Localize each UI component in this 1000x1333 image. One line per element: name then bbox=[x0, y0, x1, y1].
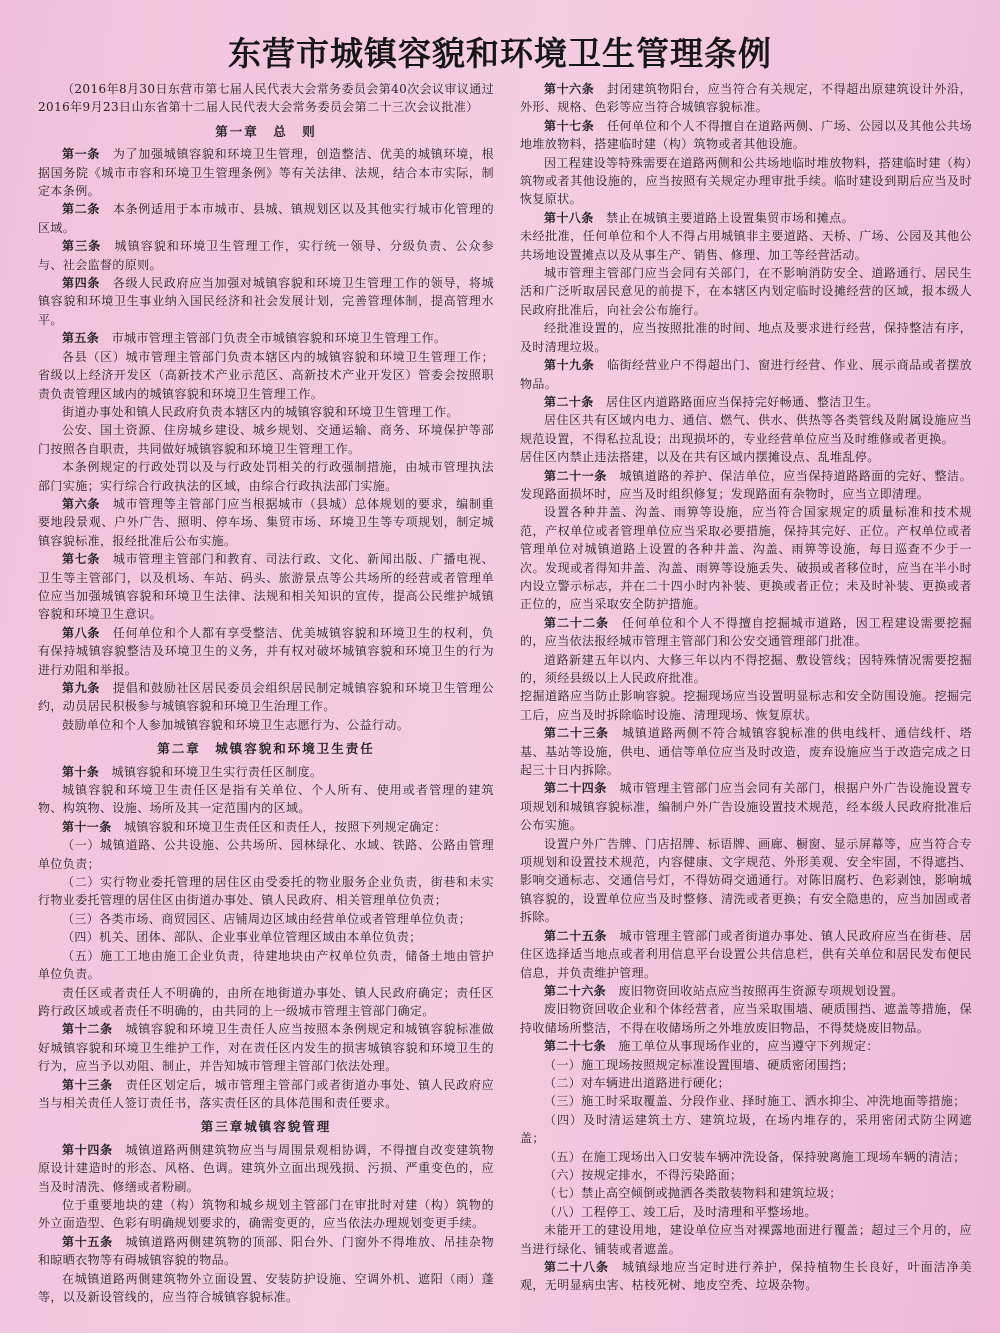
list-item: （八）工程停工、竣工后，及时清理和平整场地。 bbox=[544, 1204, 817, 1219]
article-text: 本条例适用于本市城市、县城、镇规划区以及其他实行城市化管理的区域。 bbox=[38, 202, 494, 235]
article-11 bbox=[38, 818, 494, 836]
article-number: 第十七条 bbox=[544, 118, 595, 133]
article-text: 城镇道路的养护、保洁单位，应当保持道路路面的完好、整洁。发现路面损坏时，应当及时组织修复；发现路面有杂物时，应当立即清理。 bbox=[520, 468, 972, 501]
paragraph: 居住区内禁止违法搭建，以及在共有区域内摆摊设点、乱堆乱停。 bbox=[520, 450, 880, 465]
article-text: 城镇容貌和环境卫生实行责任区制度。 bbox=[111, 764, 323, 779]
list-item: （一）施工现场按照规定标准设置围墙、硬质密闭围挡； bbox=[544, 1057, 855, 1072]
article-26 bbox=[520, 982, 972, 1000]
article-number: 第六条 bbox=[62, 496, 101, 511]
article-text: 城镇道路两侧建筑物的顶部、阳台外、门窗外不得堆放、吊挂杂物和晾晒衣物等有碍城镇容貌的物品。 bbox=[38, 1234, 494, 1268]
article-number: 第二十五条 bbox=[544, 928, 607, 943]
article-25 bbox=[520, 927, 972, 982]
paragraph: 城镇容貌和环境卫生责任区是指有关单位、个人所有、使用或者管理的建筑物、构筑物、设施、场所及其一定范围内的区域。 bbox=[38, 783, 494, 816]
article-9 bbox=[38, 679, 494, 716]
article-text: 封闭建筑物阳台，应当符合有关规定，不得超出原建筑设计外沿，外形、规格、色彩等应当符合城镇容貌标准。 bbox=[520, 82, 972, 115]
right-column bbox=[520, 80, 972, 1325]
article-20 bbox=[520, 393, 972, 411]
article-17 bbox=[520, 117, 972, 154]
paragraph: 鼓励单位和个人参加城镇容貌和环境卫生志愿行为、公益行动。 bbox=[62, 717, 410, 732]
article-number: 第二十条 bbox=[544, 394, 594, 409]
paragraph: 在城镇道路两侧建筑物外立面设置、安装防护设施、空调外机、遮阳（雨）蓬等，以及新设管线的，应当符合城镇容貌标准。 bbox=[38, 1271, 494, 1304]
article-12 bbox=[38, 1020, 494, 1075]
article-number: 第四条 bbox=[62, 276, 101, 291]
article-text: 城镇道路两侧不符合城镇容貌标准的供电线杆、通信线杆、塔基、基站等设施，供电、通信等单位应当及时改造，废弃设施应当于改造完成之日起三十日内拆除。 bbox=[520, 726, 972, 778]
article-8 bbox=[38, 624, 494, 679]
paragraph: 经批准设置的，应当按照批准的时间、地点及要求进行经营，保持整洁有序，及时清理垃圾。 bbox=[520, 321, 972, 354]
article-text: 城镇容貌和环境卫生责任区和责任人，按照下列规定确定： bbox=[124, 819, 447, 834]
article-text: 城市管理等主管部门应当根据城市（县城）总体规划的要求，编制重要地段景观、户外广告、照明、停车场、集贸市场、环境卫生等专项规划，制定城镇容貌标准，报经批准后公布实施。 bbox=[38, 496, 494, 548]
article-text: 任何单位和个人不得擅自在道路两侧、广场、公园以及其他公共场地堆放物料，搭建临时建（构）筑物或者其他设施。 bbox=[520, 118, 972, 152]
article-text: 城镇容貌和环境卫生管理工作，实行统一领导、分级负责、公众参与、社会监督的原则。 bbox=[38, 239, 495, 272]
paragraph: 设置各种井盖、沟盖、雨箅等设施，应当符合国家规定的质量标准和技术规范，产权单位或者管理单位应当采取必要措施，保持其完好、正位。产权单位或者管理单位对城镇道路上设置的各种井盖、沟盖、雨箅等设施，每日巡查不少于一次。发现或者得知井盖、沟盖、雨箅等设施丢失、破损或者移位时，应当在半小时内设立警示标志，并在二十四小时内补装、更换或者正位；未及时补装、更换或者正位的，应当采取安全防护措施。 bbox=[520, 505, 972, 612]
list-item: （一）城镇道路、公共设施、公共场所、园林绿化、水域、铁路、公路由管理单位负责； bbox=[38, 838, 494, 871]
article-text: 任何单位和个人都有享受整洁、优美城镇容貌和环境卫生的权利，负有保持城镇容貌整洁及环境卫生的义务，并有权对破坏城镇容貌和环境卫生的行为进行劝阻和举报。 bbox=[38, 625, 494, 677]
article-2 bbox=[38, 200, 494, 237]
list-item: （二）实行物业委托管理的居住区由受委托的物业服务企业负责，街巷和未实行物业委托管理的居住区由街道办事处、镇人民政府、相关管理单位负责； bbox=[38, 875, 494, 908]
article-number: 第二十四条 bbox=[544, 781, 607, 796]
paragraph: 公安、国土资源、住房城乡建设、城乡规划、交通运输、商务、环境保护等部门按照各自职责，共同做好城镇容貌和环境卫生管理工作。 bbox=[38, 423, 494, 456]
paragraph: 本条例规定的行政处罚以及与行政处罚相关的行政强制措施，由城市管理执法部门实施；实行综合行政执法的区域，由综合行政执法部门实施。 bbox=[38, 460, 494, 493]
article-number: 第二十一条 bbox=[544, 468, 607, 483]
article-18 bbox=[520, 209, 972, 227]
article-text: 为了加强城镇容貌和环境卫生管理，创造整洁、优美的城镇环境，根据国务院《城市市容和环境卫生管理条例》等有关法律、法规，结合本市实际，制定本条例。 bbox=[38, 147, 494, 199]
article-number: 第十一条 bbox=[62, 819, 112, 834]
article-number: 第二十八条 bbox=[544, 1260, 609, 1274]
article-text: 市城市管理主管部门负责全市城镇容貌和环境卫生管理工作。 bbox=[111, 331, 447, 346]
article-13 bbox=[38, 1076, 494, 1113]
article-number: 第十八条 bbox=[544, 210, 594, 225]
list-item: （四）及时清运建筑土方、建筑垃圾，在场内堆存的，采用密闭式防尘网遮盖； bbox=[520, 1112, 972, 1146]
article-number: 第十二条 bbox=[62, 1022, 113, 1037]
article-number: 第十五条 bbox=[62, 1234, 113, 1249]
article-number: 第九条 bbox=[62, 681, 101, 695]
article-text: 居住区内道路路面应当保持完好畅通、整洁卫生。 bbox=[606, 394, 879, 409]
article-21 bbox=[520, 467, 972, 504]
paragraph: 道路新建五年以内、大修三年以内不得挖掘、敷设管线；因特殊情况需要挖掘的，须经县级以上人民政府批准。 bbox=[520, 652, 972, 685]
list-item: （二）对车辆进出道路进行硬化； bbox=[544, 1075, 731, 1090]
paragraph: 因工程建设等特殊需要在道路两侧和公共场地临时堆放物料，搭建临时建（构）筑物或者其他设施的，应当按照有关规定办理审批手续。临时建设到期后应当及时恢复原状。 bbox=[520, 155, 973, 207]
article-number: 第二条 bbox=[62, 202, 101, 217]
article-number: 第五条 bbox=[62, 331, 100, 346]
list-item: （四）机关、团体、部队、企业事业单位管理区域由本单位负责； bbox=[62, 930, 422, 945]
paragraph: 责任区或者责任人不明确的，由所在地街道办事处、镇人民政府确定；责任区跨行政区域或者责任不明确的，由共同的上一级城市管理主管部门确定。 bbox=[38, 985, 494, 1018]
paragraph: 位于重要地块的建（构）筑物和城乡规划主管部门在审批时对建（构）筑物的外立面造型、色彩有明确规划要求的，确需变更的，应当依法办理规划变更手续。 bbox=[38, 1197, 494, 1231]
list-item: （三）施工时采取覆盖、分段作业、择时施工、洒水抑尘、冲洗地面等措施； bbox=[544, 1094, 966, 1109]
article-text: 临街经营业户不得超出门、窗进行经营、作业、展示商品或者摆放物品。 bbox=[520, 358, 972, 391]
chapter-heading-1: 第一章 总 则 bbox=[215, 123, 317, 139]
paragraph: 废旧物资回收企业和个体经营者，应当采取围墙、硬质围挡、遮盖等措施，保持收储场所整洁，不得在收储场所之外堆放废旧物品，不得焚烧废旧物品。 bbox=[520, 1002, 972, 1035]
article-number: 第十六条 bbox=[544, 82, 595, 96]
article-19 bbox=[520, 356, 972, 393]
paragraph: 未能开工的建设用地，建设单位应当对裸露地面进行覆盖；超过三个月的，应当进行绿化、铺装或者遮盖。 bbox=[520, 1223, 972, 1256]
left-column bbox=[38, 80, 507, 1325]
article-text: 城镇容貌和环境卫生责任人应当按照本条例规定和城镇容貌标准做好城镇容貌和环境卫生维护工作，对在责任区内发生的损害城镇容貌和环境卫生的行为，应当予以劝阻、制止，并告知城市管理主管部门依法处理。 bbox=[38, 1022, 494, 1074]
article-5 bbox=[38, 329, 494, 347]
article-text: 施工单位从事现场作业的，应当遵守下列规定： bbox=[618, 1039, 879, 1054]
article-number: 第二十七条 bbox=[544, 1039, 607, 1054]
article-number: 第二十二条 bbox=[544, 615, 609, 630]
article-number: 第二十三条 bbox=[544, 726, 609, 741]
list-item: （三）各类市场、商贸园区、店铺周边区域由经营单位或者管理单位负责； bbox=[62, 911, 472, 926]
article-text: 城镇道路两侧建筑物应当与周围景观相协调，不得擅自改变建筑物原设计建造时的形态、风格、色调。建筑外立面出现残损、污损、严重变色的，应当及时清洗、修缮或者粉刷。 bbox=[38, 1142, 494, 1194]
article-text: 城市管理主管部门应当会同有关部门，根据户外广告设施设置专项规划和城镇容貌标准，编制户外广告设施设置技术规范，经本级人民政府批准后公布实施。 bbox=[520, 781, 972, 833]
article-4 bbox=[38, 274, 494, 329]
article-23 bbox=[520, 724, 972, 779]
article-24 bbox=[520, 779, 972, 834]
paragraph: 街道办事处和镇人民政府负责本辖区内的城镇容貌和环境卫生管理工作。 bbox=[62, 404, 459, 419]
article-6 bbox=[38, 495, 494, 550]
article-28 bbox=[520, 1258, 972, 1295]
paragraph: 设置户外广告牌、门店招牌、标语牌、画廊、橱窗、显示屏幕等，应当符合专项规划和设置技术规范，内容健康、文字规范、外形美观、安全牢固，不得遮挡、影响交通标志、交通信号灯，不得妨碍交通通行。对陈旧腐朽、色彩剥蚀，影响城镇容貌的，设置单位应当及时整修、清洗或者更换；有安全隐患的，应当加固或者拆除。 bbox=[520, 836, 972, 925]
article-number: 第十四条 bbox=[62, 1142, 113, 1157]
document-title: 东营市城镇容貌和环境卫生管理条例 bbox=[228, 34, 772, 73]
article-1 bbox=[38, 145, 494, 200]
article-14 bbox=[38, 1141, 494, 1196]
article-16 bbox=[520, 80, 972, 117]
paragraph: 各县（区）城市管理主管部门负责本辖区内的城镇容貌和环境卫生管理工作；省级以上经济开发区（高新技术产业示范区、高新技术产业开发区）管委会按照职责负责管理区域内的城镇容貌和环境卫生管理工作。 bbox=[38, 349, 494, 401]
article-number: 第十三条 bbox=[62, 1077, 113, 1092]
list-item: （五）施工工地由施工企业负责，待建地块由产权单位负责，储备土地由管护单位负责。 bbox=[38, 948, 494, 982]
article-10 bbox=[38, 763, 494, 781]
article-number: 第十条 bbox=[62, 764, 100, 779]
paragraph: 城市管理主管部门应当会同有关部门，在不影响消防安全、道路通行、居民生活和广泛听取居民意见的前提下，在本辖区内划定临时设摊经营的区域，报本级人民政府批准后，向社会公布施行。 bbox=[520, 266, 972, 317]
list-item: （六）按规定排水，不得污染路面； bbox=[544, 1167, 743, 1182]
article-text: 城市管理主管部门或者街道办事处、镇人民政府应当在街巷、居住区选择适当地点或者利用信息平台设置公共信息栏，供有关单位和居民发布便民信息，并负责维护管理。 bbox=[520, 928, 972, 980]
article-22 bbox=[520, 614, 972, 651]
article-text: 责任区划定后，城市管理主管部门或者街道办事处、镇人民政府应当与相关责任人签订责任书，落实责任区的具体范围和责任要求。 bbox=[38, 1077, 494, 1110]
article-27 bbox=[520, 1037, 972, 1055]
paragraph: 未经批准，任何单位和个人不得占用城镇非主要道路、天桥、广场、公园及其他公共场地设置摊点以及从事生产、销售、修理、加工等经营活动。 bbox=[520, 229, 972, 262]
article-text: 城镇绿地应当定时进行养护，保持植物生长良好，叶面洁净美观，无明显病虫害、枯枝死树、地皮空秃、垃圾杂物。 bbox=[520, 1260, 972, 1293]
chapter-heading-3: 第三章城镇容貌管理 bbox=[200, 1119, 332, 1135]
article-text: 任何单位和个人不得擅自挖掘城市道路，因工程建设需要挖掘的，应当依法报经城市管理主管部门和公安交通管理部门批准。 bbox=[520, 615, 972, 649]
paragraph: 居住区共有区域内电力、通信、燃气、供水、供热等各类管线及附属设施应当规范设置，不得私拉乱设；出现损坏的，专业经营单位应当及时维修或者更换。 bbox=[520, 413, 972, 446]
chapter-heading-2: 第二章 城镇容貌和环境卫生责任 bbox=[157, 741, 375, 757]
article-text: 城市管理主管部门和教育、司法行政、文化、新闻出版、广播电视、卫生等主管部门，以及机场、车站、码头、旅游景点等公共场所的经营或者管理单位应当加强城镇容貌和环境卫生法律、法规和相关知识的宣传，提高公民维护城镇容貌和环境卫生意识。 bbox=[38, 552, 494, 622]
article-number: 第十九条 bbox=[544, 358, 595, 373]
article-7 bbox=[38, 550, 494, 624]
article-number: 第一条 bbox=[62, 147, 101, 162]
source-note: （2016年8月30日东营市第七届人民代表大会常务委员会第40次会议审议通过 2016年9月23日山东省第十二届人民代表大会常务委员会第二十三次会议批准） bbox=[38, 82, 507, 115]
article-text: 各级人民政府应当加强对城镇容貌和环境卫生管理工作的领导，将城镇容貌和环境卫生事业纳入国民经济和社会发展计划，完善管理体制，提高管理水平。 bbox=[38, 276, 494, 327]
list-item: （五）在施工现场出入口安装车辆冲洗设备，保持驶离施工现场车辆的清洁； bbox=[544, 1149, 966, 1164]
article-15 bbox=[38, 1233, 494, 1270]
article-number: 第七条 bbox=[62, 552, 101, 567]
article-text: 禁止在城镇主要道路上设置集贸市场和摊点。 bbox=[606, 210, 855, 225]
article-text: 废旧物资回收站点应当按照再生资源专项规划设置。 bbox=[618, 983, 904, 998]
list-item: （七）禁止高空倾倒或抛洒各类散装物料和建筑垃圾； bbox=[544, 1186, 842, 1201]
article-number: 第三条 bbox=[62, 239, 102, 254]
article-number: 第二十六条 bbox=[544, 983, 607, 998]
article-number: 第八条 bbox=[62, 625, 101, 640]
paragraph: 挖掘道路应当防止影响容貌。挖掘现场应当设置明显标志和安全防围设施。挖掘完工后，应当及时拆除临时设施、清理现场、恢复原状。 bbox=[520, 689, 972, 722]
article-3 bbox=[38, 237, 494, 274]
article-text: 提倡和鼓励社区居民委员会组织居民制定城镇容貌和环境卫生管理公约，动员居民积极参与城镇容貌和环境卫生治理工作。 bbox=[38, 681, 494, 714]
